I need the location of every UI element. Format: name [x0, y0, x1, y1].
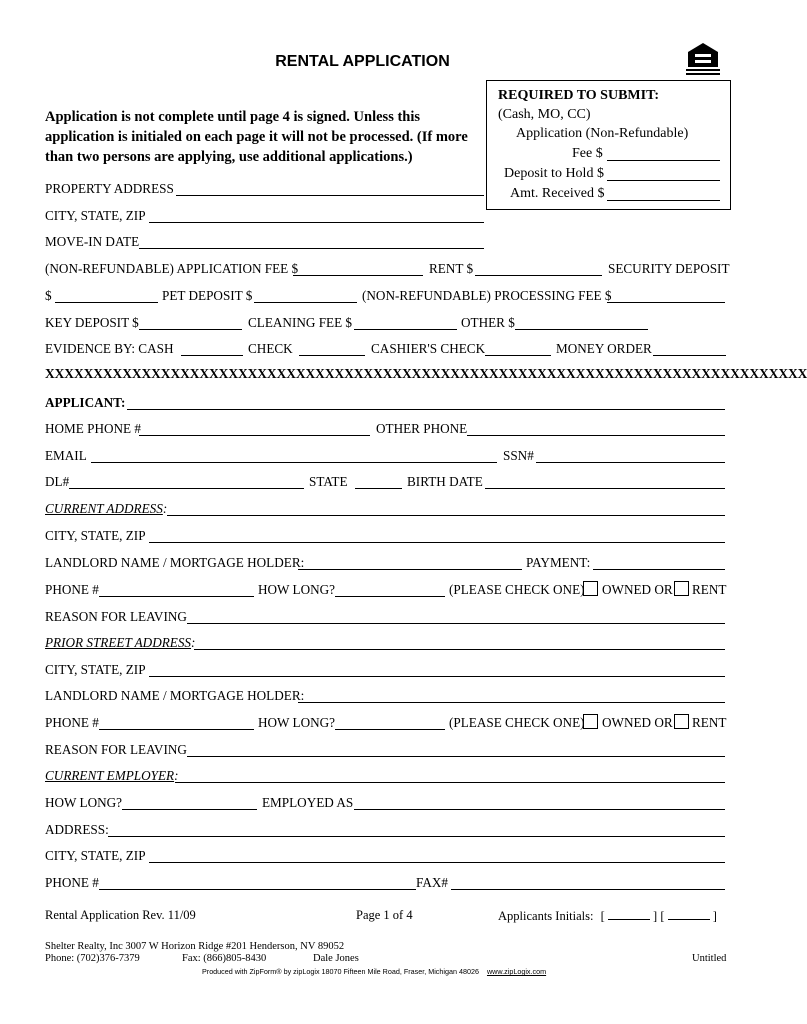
bracket-close: ]	[712, 909, 717, 923]
employer-phone-row	[45, 875, 727, 895]
equal-housing-logo	[686, 42, 720, 76]
please-check-label: (PLEASE CHECK ONE)	[449, 715, 585, 730]
required-heading: REQUIRED TO SUBMIT:	[498, 88, 660, 103]
prior-address-label: PRIOR STREET ADDRESS	[45, 635, 192, 650]
email-field[interactable]	[91, 462, 497, 463]
deposit-to-hold-label: Deposit to Hold $	[504, 166, 604, 181]
house-icon	[686, 42, 720, 76]
applicant-label: APPLICANT:	[45, 395, 126, 410]
separator-line: XXXXXXXXXXXXXXXXXXXXXXXXXXXXXXXXXXXXXXXXXXXXXXXXXXXXXXXXXXXXXXXXXXXXXXXXXXXXXXX	[45, 366, 807, 381]
current-employer-label: CURRENT EMPLOYER	[45, 768, 175, 783]
application-fee-label: (NON-REFUNDABLE) APPLICATION FEE $	[45, 261, 299, 276]
security-deposit-label: SECURITY DEPOSIT	[608, 261, 730, 276]
check-field[interactable]	[299, 355, 365, 356]
colon: :	[162, 501, 168, 516]
company-phone: Phone: (702)376-7379	[45, 953, 140, 964]
dl-row	[45, 474, 727, 494]
current-address-row	[45, 501, 727, 521]
prior-address-heading	[45, 635, 195, 651]
prior-reason-row	[45, 742, 727, 762]
ziplogix-link[interactable]: www.zipLogix.com	[486, 967, 547, 976]
please-check-label: (PLEASE CHECK ONE)	[449, 582, 585, 597]
amount-received-field[interactable]	[607, 200, 720, 201]
prior-phone-field[interactable]	[99, 729, 254, 730]
current-address-field[interactable]	[167, 515, 725, 516]
rent-label: RENT $	[429, 261, 474, 276]
current-city-row	[45, 528, 727, 548]
prior-city-row	[45, 662, 727, 682]
fee-field[interactable]	[607, 160, 720, 161]
prior-address-field[interactable]	[194, 649, 725, 650]
reason-row	[45, 609, 727, 629]
dl-field[interactable]	[69, 488, 304, 489]
prior-city-field[interactable]	[149, 676, 725, 677]
landlord-field[interactable]	[298, 569, 522, 570]
state-field[interactable]	[355, 488, 402, 489]
owned-or-label: OWNED OR	[602, 715, 673, 730]
fee-label: Fee $	[572, 146, 603, 161]
rent-option-label: RENT	[692, 582, 727, 597]
application-fee-field[interactable]	[293, 275, 423, 276]
dl-label: DL#	[45, 474, 70, 489]
page-title: RENTAL APPLICATION	[275, 53, 450, 70]
prior-reason-field[interactable]	[187, 756, 725, 757]
pet-deposit-field[interactable]	[254, 302, 357, 303]
move-in-field[interactable]	[139, 248, 484, 249]
employed-as-label: EMPLOYED AS	[262, 795, 354, 810]
reason-leaving-field[interactable]	[187, 623, 725, 624]
required-methods: (Cash, MO, CC)	[498, 107, 591, 122]
owned-checkbox[interactable]	[583, 581, 598, 596]
application-nonrefundable-label: Application (Non-Refundable)	[516, 126, 689, 141]
dollar-label: $	[45, 288, 52, 303]
prior-rent-checkbox[interactable]	[674, 714, 689, 729]
city-state-zip-row	[45, 208, 485, 228]
phone-label: PHONE #	[45, 875, 99, 890]
owned-or-label: OWNED OR	[602, 582, 673, 597]
cashiers-check-field[interactable]	[485, 355, 551, 356]
phone-row	[45, 421, 727, 441]
rent-checkbox-wrap	[671, 581, 692, 598]
initials-label: Applicants Initials:	[498, 909, 594, 923]
applicants-initials	[498, 908, 717, 924]
city-state-zip-field[interactable]	[149, 222, 484, 223]
amount-received-label: Amt. Received $	[510, 186, 605, 201]
produced-with	[202, 967, 546, 976]
city-state-zip-label: CITY, STATE, ZIP	[45, 662, 146, 677]
prior-landlord-field[interactable]	[298, 702, 725, 703]
rent-option-label: RENT	[692, 715, 727, 730]
pet-deposit-label: PET DEPOSIT $	[162, 288, 253, 303]
fees-row-2	[45, 288, 727, 308]
current-address-heading	[45, 501, 167, 517]
state-label: STATE	[309, 474, 348, 489]
rent-checkbox[interactable]	[674, 581, 689, 596]
reason-leaving-label: REASON FOR LEAVING	[45, 742, 187, 757]
security-deposit-field[interactable]	[55, 302, 158, 303]
intro-paragraph: Application is not complete until page 4 is signed. Unless this application is initialed on each page it will not be processed. (If more than two persons are applying, use additional applications.)	[45, 109, 468, 165]
current-address-label: CURRENT ADDRESS	[45, 501, 163, 516]
check-label: CHECK	[248, 341, 293, 356]
property-address-field[interactable]	[176, 195, 484, 196]
birth-date-field[interactable]	[485, 488, 725, 489]
employer-city-row	[45, 848, 727, 868]
key-deposit-field[interactable]	[139, 329, 242, 330]
prior-address-row	[45, 635, 727, 655]
employer-address-field[interactable]	[108, 836, 725, 837]
birth-date-label: BIRTH DATE	[407, 474, 483, 489]
prior-landlord-row	[45, 688, 727, 708]
employer-row	[45, 768, 727, 788]
employer-fax-field[interactable]	[451, 889, 725, 890]
phone-label: PHONE #	[45, 582, 99, 597]
agent-name: Dale Jones	[313, 953, 359, 964]
employer-city-field[interactable]	[149, 862, 725, 863]
prior-phone-row	[45, 715, 727, 735]
colon: :	[191, 635, 196, 650]
cash-field[interactable]	[181, 355, 243, 356]
applicant-row	[45, 395, 727, 415]
employment-how-long-field[interactable]	[122, 809, 257, 810]
key-deposit-label: KEY DEPOSIT $	[45, 315, 139, 330]
prior-owned-checkbox-wrap	[580, 714, 601, 731]
current-employer-heading	[45, 768, 178, 784]
revision-label: Rental Application Rev. 11/09	[45, 908, 196, 922]
employer-address-row	[45, 822, 727, 842]
cleaning-fee-label: CLEANING FEE $	[248, 315, 353, 330]
move-in-row	[45, 234, 485, 254]
rent-field[interactable]	[475, 275, 602, 276]
reason-leaving-label: REASON FOR LEAVING	[45, 609, 187, 624]
document-name: Untitled	[692, 953, 727, 964]
ssn-label: SSN#	[503, 448, 534, 463]
move-in-label: MOVE-IN DATE	[45, 234, 140, 249]
produced-text: Produced with ZipForm® by zipLogix 18070 Fifteen Mile Road, Fraser, Michigan 48026	[202, 967, 479, 976]
landlord-label: LANDLORD NAME / MORTGAGE HOLDER:	[45, 688, 305, 703]
address-label: ADDRESS:	[45, 822, 109, 837]
evidence-cash-label: EVIDENCE BY: CASH	[45, 341, 174, 356]
home-phone-label: HOME PHONE #	[45, 421, 141, 436]
how-long-field[interactable]	[335, 596, 445, 597]
email-label: EMAIL	[45, 448, 87, 463]
city-state-zip-label: CITY, STATE, ZIP	[45, 528, 146, 543]
current-employer-field[interactable]	[175, 782, 725, 783]
colon: :	[174, 768, 179, 783]
owned-checkbox-wrap	[580, 581, 601, 598]
processing-fee-label: (NON-REFUNDABLE) PROCESSING FEE $	[362, 288, 612, 303]
prior-rent-checkbox-wrap	[671, 714, 692, 731]
money-order-label: MONEY ORDER	[556, 341, 652, 356]
fees-row-1	[45, 261, 730, 281]
prior-how-long-field[interactable]	[335, 729, 445, 730]
phone-label: PHONE #	[45, 715, 99, 730]
how-long-label: HOW LONG?	[258, 582, 336, 597]
initials-field-2[interactable]	[668, 908, 710, 920]
cashiers-check-label: CASHIER'S CHECK	[371, 341, 486, 356]
other-label: OTHER $	[461, 315, 515, 330]
other-phone-label: OTHER PHONE	[376, 421, 468, 436]
city-state-zip-label: CITY, STATE, ZIP	[45, 208, 146, 223]
how-long-label: HOW LONG?	[45, 795, 123, 810]
landlord-row	[45, 555, 727, 575]
employment-row	[45, 795, 727, 815]
payment-field[interactable]	[593, 569, 725, 570]
applicant-field[interactable]	[127, 409, 725, 410]
prior-owned-checkbox[interactable]	[583, 714, 598, 729]
cleaning-fee-field[interactable]	[354, 329, 457, 330]
how-long-label: HOW LONG?	[258, 715, 336, 730]
city-state-zip-label: CITY, STATE, ZIP	[45, 848, 146, 863]
other-phone-field[interactable]	[467, 435, 725, 436]
money-order-field[interactable]	[653, 355, 726, 356]
deposit-to-hold-field[interactable]	[607, 180, 720, 181]
email-row	[45, 448, 727, 468]
other-field[interactable]	[515, 329, 648, 330]
initials-field-1[interactable]	[608, 908, 650, 920]
bracket-mid: ] [	[653, 909, 665, 923]
employer-phone-field[interactable]	[99, 889, 416, 890]
payment-label: PAYMENT:	[526, 555, 591, 570]
company-fax: Fax: (866)805-8430	[182, 953, 267, 964]
page-number: Page 1 of 4	[356, 908, 413, 922]
home-phone-field[interactable]	[139, 435, 370, 436]
property-address-row	[45, 181, 485, 201]
fax-label: FAX#	[416, 875, 448, 890]
landlord-label: LANDLORD NAME / MORTGAGE HOLDER:	[45, 555, 305, 570]
processing-fee-field[interactable]	[607, 302, 725, 303]
company-info: Shelter Realty, Inc 3007 W Horizon Ridge #201 Henderson, NV 89052	[45, 941, 345, 952]
employed-as-field[interactable]	[354, 809, 725, 810]
fees-row-3	[45, 315, 727, 335]
ssn-field[interactable]	[536, 462, 725, 463]
landlord-phone-field[interactable]	[99, 596, 254, 597]
current-city-field[interactable]	[149, 542, 725, 543]
current-phone-row	[45, 582, 727, 602]
bracket-open: [	[600, 909, 605, 923]
evidence-row	[45, 341, 727, 361]
property-address-label: PROPERTY ADDRESS	[45, 181, 174, 196]
